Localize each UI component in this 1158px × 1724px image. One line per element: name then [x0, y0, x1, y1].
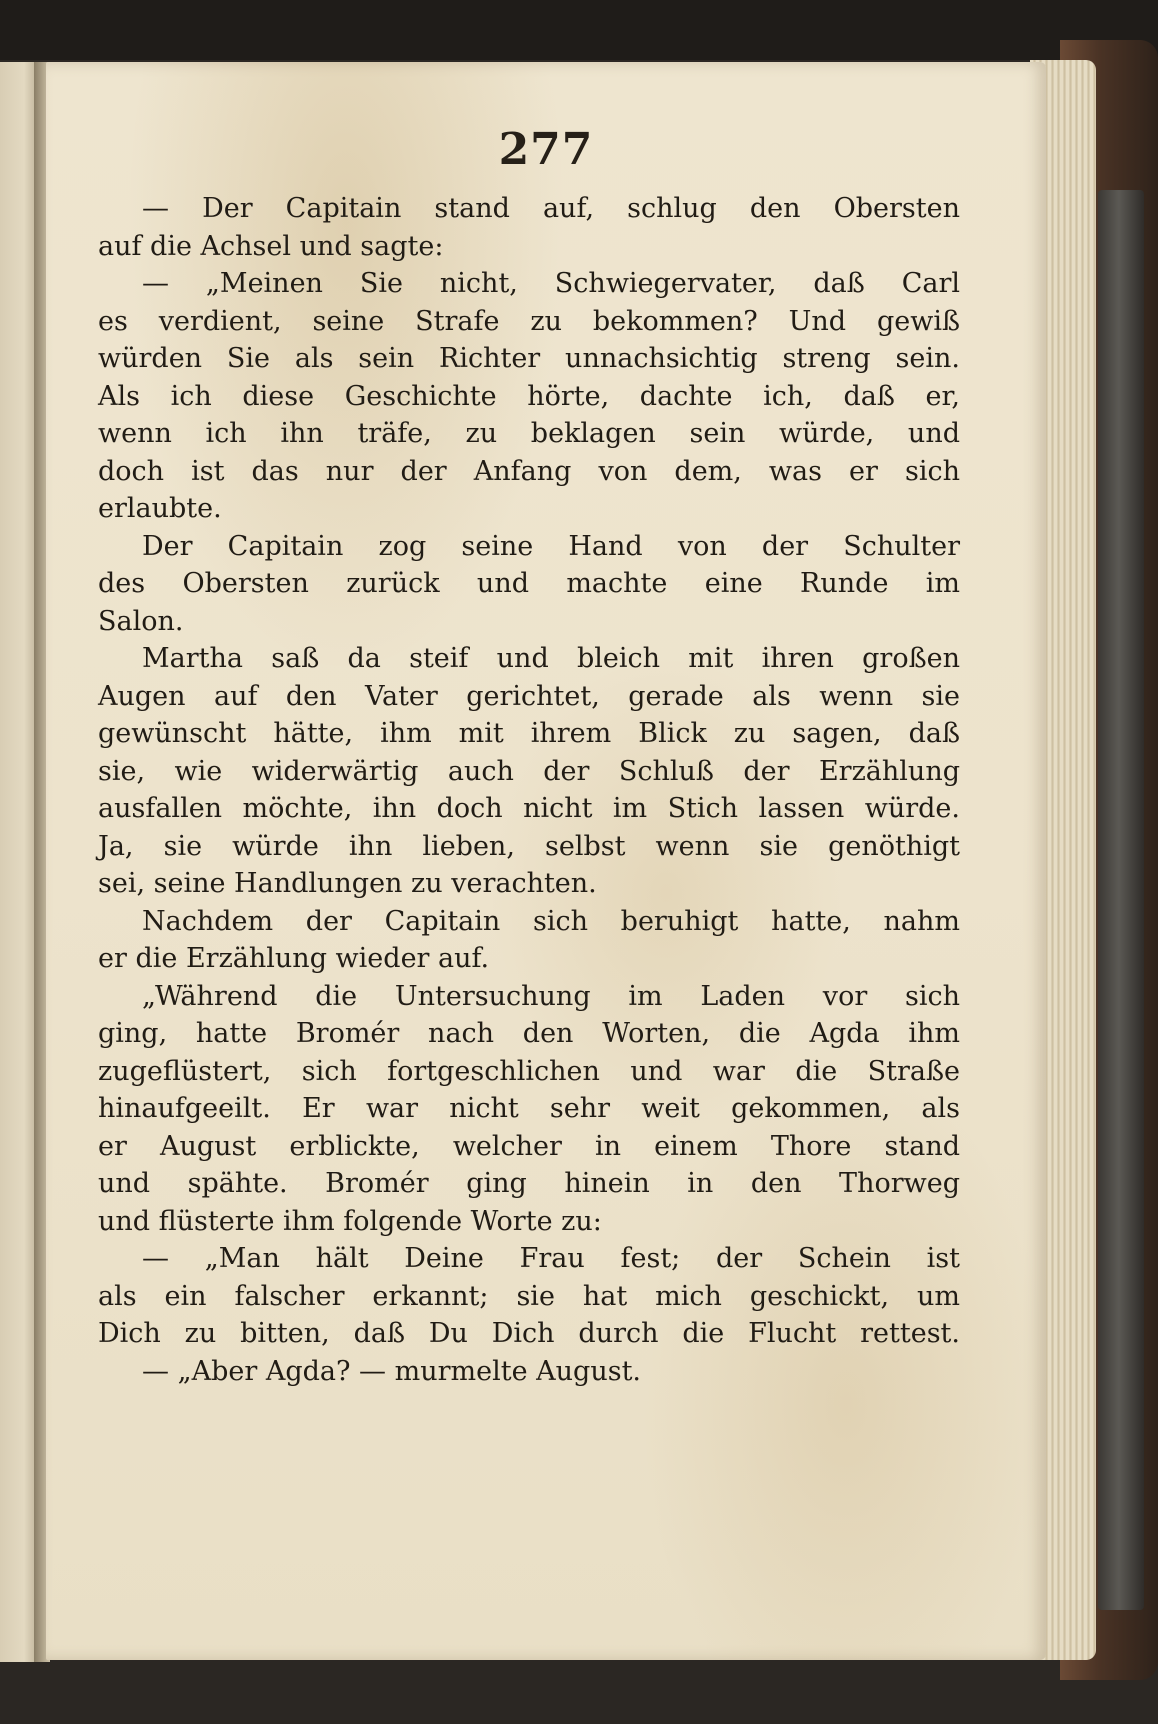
text-line: gewünscht hätte, ihm mit ihrem Blick zu sagen, daß	[98, 718, 960, 749]
text-line: hinaufgeeilt. Er war nicht sehr weit gekommen, als	[98, 1093, 960, 1124]
text-line: würden Sie als sein Richter unnachsichtig streng sein.	[98, 343, 960, 374]
text-line: „Während die Untersuchung im Laden vor sich	[142, 980, 960, 1012]
text-line: doch ist das nur der Anfang von dem, was er sich	[98, 455, 960, 487]
cover-board	[1098, 190, 1144, 1610]
text-line: er die Erzählung wieder auf.	[98, 943, 490, 974]
text-line: Ja, sie würde ihn lieben, selbst wenn sie genöthigt	[98, 830, 960, 862]
text-line: — „Meinen Sie nicht, Schwiegervater, daß Carl	[142, 268, 960, 299]
text-line: — „Aber Agda? — murmelte August.	[142, 1355, 641, 1387]
text-line: Dich zu bitten, daß Du Dich durch die Flucht rettest.	[98, 1318, 960, 1349]
text-line: und flüsterte ihm folgende Worte zu:	[98, 1205, 602, 1237]
text-line: zugeflüstert, sich fortgeschlichen und war die Straße	[98, 1055, 960, 1087]
text-line: ausfallen möchte, ihn doch nicht im Stich lassen würde.	[98, 793, 960, 824]
text-line: ging, hatte Bromér nach den Worten, die Agda ihm	[98, 1018, 960, 1049]
background-top	[0, 0, 1158, 60]
text-line: und spähte. Bromér ging hinein in den Thorweg	[98, 1168, 960, 1199]
book-page	[46, 62, 1046, 1660]
text-line: — „Man hält Deine Frau fest; der Schein ist	[142, 1243, 960, 1274]
text-line: Der Capitain zog seine Hand von der Schulter	[142, 530, 960, 562]
text-line: sie, wie widerwärtig auch der Schluß der Erzählung	[98, 755, 960, 787]
text-line: Als ich diese Geschichte hörte, dachte ich, daß er,	[98, 380, 960, 412]
text-line: auf die Achsel und sagte:	[98, 230, 444, 262]
text-line: erlaubte.	[98, 493, 222, 524]
text-line: — Der Capitain stand auf, schlug den Obersten	[142, 193, 960, 224]
page-text	[98, 190, 960, 1390]
text-line: Nachdem der Capitain sich beruhigt hatte, nahm	[142, 905, 960, 937]
text-line: Martha saß da steif und bleich mit ihren großen	[142, 643, 960, 674]
text-line: Salon.	[98, 605, 184, 637]
text-line: als ein falscher erkannt; sie hat mich geschickt, um	[98, 1280, 960, 1312]
text-line: Augen auf den Vater gerichtet, gerade als wenn sie	[98, 680, 960, 712]
text-line: es verdient, seine Strafe zu bekommen? Und gewiß	[98, 305, 960, 337]
text-line: des Obersten zurück und machte eine Runde im	[98, 568, 960, 599]
page-number: 277	[498, 124, 594, 175]
text-line: wenn ich ihn träfe, zu beklagen sein würde, und	[98, 418, 960, 449]
text-line: er August erblickte, welcher in einem Thore stand	[98, 1130, 960, 1162]
text-line: sei, seine Handlungen zu verachten.	[98, 868, 597, 899]
